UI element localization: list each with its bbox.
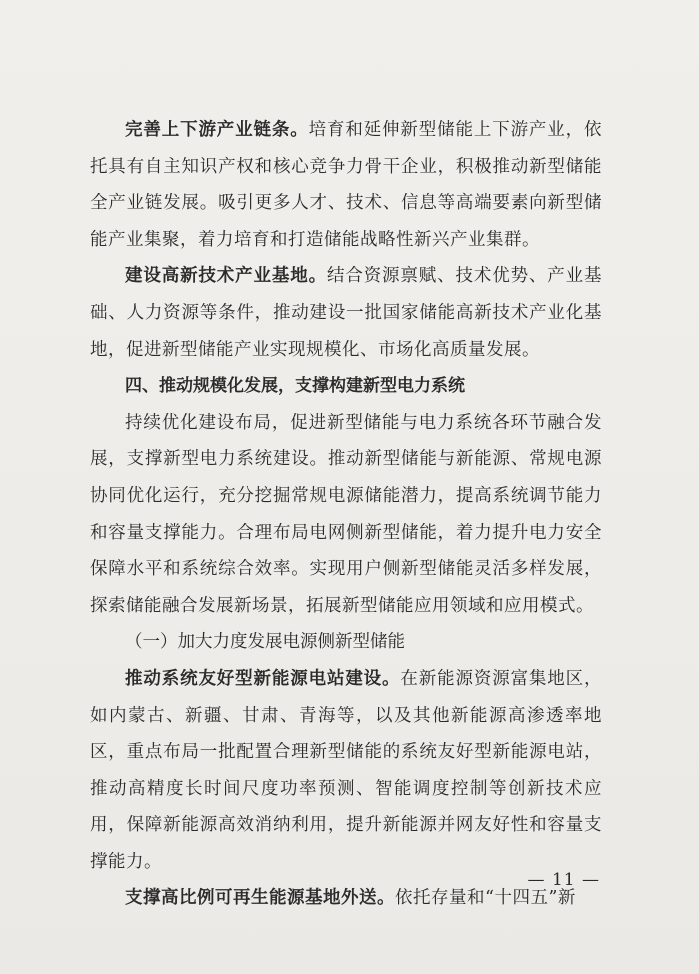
section-heading: 四、推动规模化发展，支撑构建新型电力系统: [125, 376, 465, 397]
paragraph-text: 依托存量和“十四五”新: [395, 888, 576, 909]
paragraph-tech-base: [90, 258, 602, 368]
paragraph-industry-chain: [90, 112, 602, 258]
section-paragraph: 持续优化建设布局，促进新型储能与电力系统各环节融合发展，支撑新型电力系统建设。推动新型储能与新能源、常规电源协同优化运行，充分挖掘常规电源储能潜力，提高系统调节能力和容量支撑能力。合理布局电网侧新型储能，着力提升电力安全保障水平和系统综合效率。实现用户侧新型储能灵活多样发展，探索储能融合发展新场景，拓展新型储能应用领域和应用模式。: [90, 412, 602, 616]
paragraph-text: 在新能源资源富集地区，如内蒙古、新疆、甘肃、青海等，以及其他新能源高渗透率地区，重点布局一批配置合理新型储能的系统友好型新能源电站，推动高精度长时间尺度功率预测、智能调度控制等创新技术应用，保障新能源高效消纳利用，提升新能源并网友好性和容量支撑能力。: [90, 668, 603, 872]
paragraph-lead: 建设高新技术产业基地。: [125, 266, 327, 287]
document-body: [90, 112, 602, 917]
sub-heading: （一）加大力度发展电源侧新型储能: [125, 632, 405, 653]
paragraph-friendly-station: [90, 661, 602, 881]
paragraph-text: 培育和延伸新型储能上下游产业，依托具有自主知识产权和核心竞争力骨干企业，积极推动新型储能全产业链发展。吸引更多人才、技术、信息等高端要素向新型储能产业集聚，着力培育和打造储能战略性新兴产业集群。: [90, 120, 603, 250]
page-number: — 11 —: [527, 870, 600, 890]
paragraph-lead: 推动系统友好型新能源电站建设。: [125, 668, 401, 689]
paragraph-lead: 完善上下游产业链条。: [125, 120, 309, 140]
paragraph-lead: 支撑高比例可再生能源基地外送。: [125, 888, 395, 909]
paragraph-text: 结合资源禀赋、技术优势、产业基础、人力资源等条件，推动建设一批国家储能高新技术产业化基地，促进新型储能产业实现规模化、市场化高质量发展。: [90, 266, 603, 360]
